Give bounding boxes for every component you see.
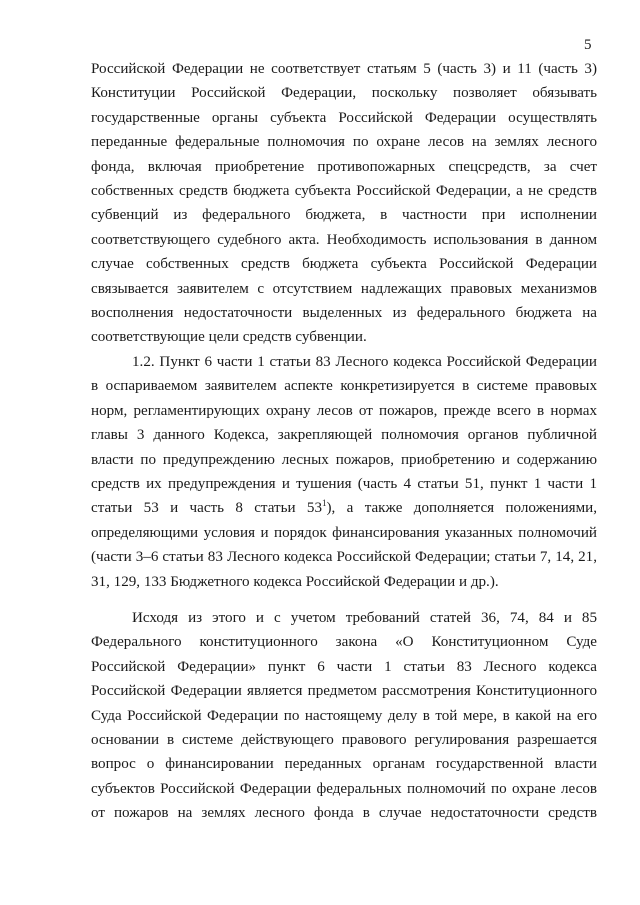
paragraph-point-1-2-text-before-sup: 1.2. Пункт 6 части 1 статьи 83 Лесного кодекса Российской Федерации в оспариваемом заявителем аспекте конкретизируется в системе правовых норм, регламентирующих охрану лесов от пожаров, прежде всего в нормах главы 3 данного Кодекса, закрепляющей полномочия органов публичной власти по предупреждению лесных пожаров, приобретению и содержанию средств их предупреждения и тушения (часть 4 статьи 51, пункт 1 части 1 статьи 53 и часть 8 статьи 53 — [91, 353, 597, 517]
paragraph-point-1-2 — [91, 350, 597, 594]
superscript-marker: 1 — [322, 498, 327, 509]
page-number: 5 — [584, 37, 592, 53]
paragraph-continuation: Российской Федерации не соответствует статьям 5 (часть 3) и 11 (часть 3) Конституции Российской Федерации, поскольку позволяет обязывать государственные органы субъекта Российской Федерации осуществлять переданные федеральные полномочия по охране лесов на землях лесного фонда, включая приобретение противопожарных спецсредств, за счет собственных средств бюджета субъекта Российской Федерации, а не средств субвенций из федерального бюджета, в частности при исполнении соответствующего судебного акта. Необходимость использования в данном случае собственных средств бюджета субъекта Российской Федерации связывается заявителем с отсутствием надлежащих правовых механизмов восполнения недостаточности выделенных из федерального бюджета на соответствующие цели средств субвенции. — [91, 61, 597, 346]
paragraph-point-1-2-text-after-sup: ), а также дополняется положениями, определяющими условия и порядок финансирования указанных полномочий (части 3–6 статьи 83 Лесного кодекса Российской Федерации; статьи 7, 14, 21, 31, 129, 133 Бюджетного кодекса Российской Федерации и др.). — [91, 500, 597, 590]
document-body — [91, 57, 597, 826]
paragraph-subject-of-review: Исходя из этого и с учетом требований статей 36, 74, 84 и 85 Федерального конституционного закона «О Конституционном Суде Российской Федерации» пункт 6 части 1 статьи 83 Лесного кодекса Российской Федерации является предметом рассмотрения Конституционного Суда Российской Федерации по настоящему делу в той мере, в какой на его основании в системе действующего правового регулирования разрешается вопрос о финансировании переданных органам государственной власти субъектов Российской Федерации федеральных полномочий по охране лесов от пожаров на землях лесного фонда в случае недостаточности средств — [91, 609, 597, 822]
